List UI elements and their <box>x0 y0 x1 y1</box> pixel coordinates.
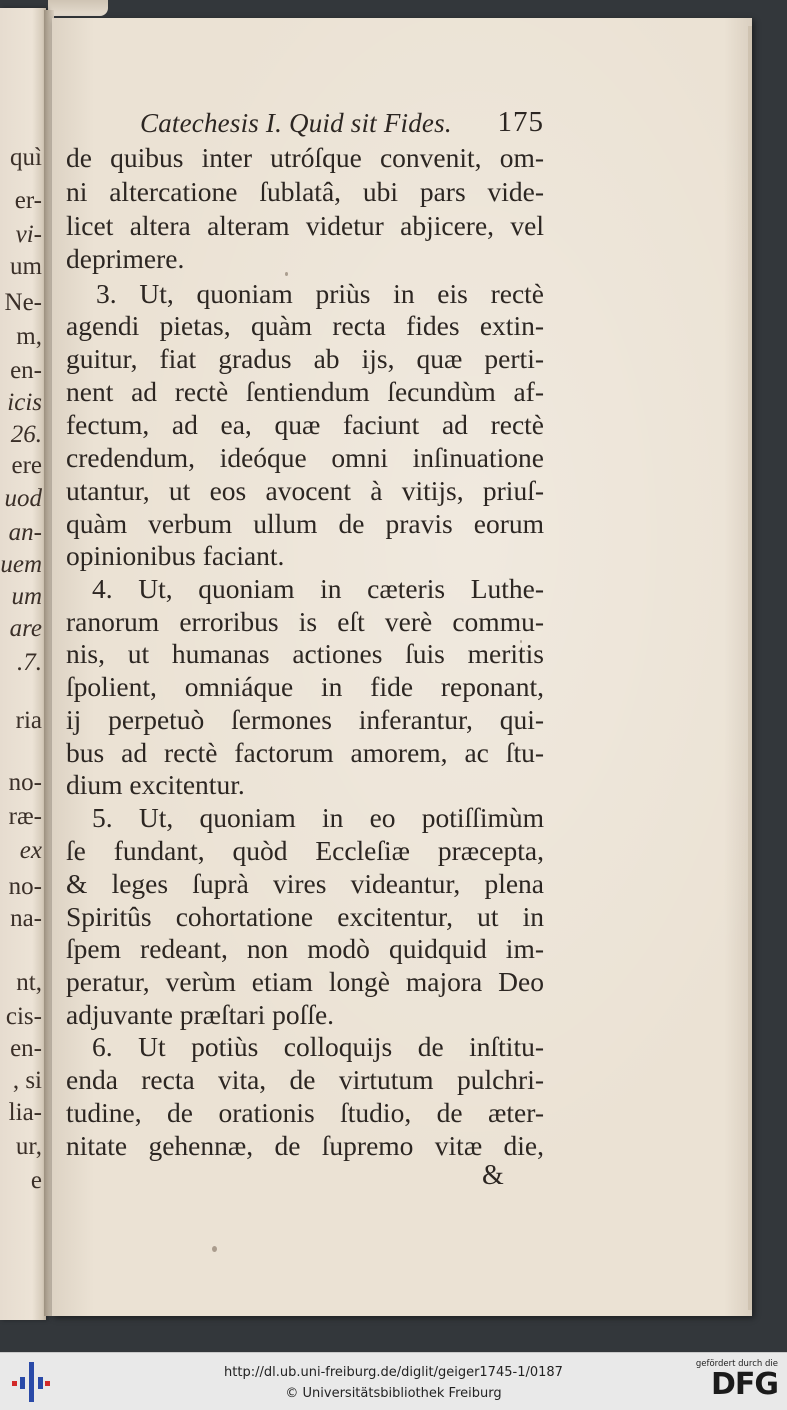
text-line: utantur, ut eos avocent à vitijs, priuſ- <box>66 475 544 506</box>
text-line: ranorum erroribus is eſt verè commu- <box>66 606 544 637</box>
footer-bar <box>0 1352 787 1410</box>
text-line: ij perpetuò ſermones inferantur, qui- <box>66 704 544 735</box>
permalink[interactable]: http://dl.ub.uni-freiburg.de/diglit/geiger1745-1/0187 <box>224 1365 563 1380</box>
margin-fragment: e <box>30 1167 42 1194</box>
page-top-edge <box>48 0 108 16</box>
margin-fragment: na- <box>10 905 42 932</box>
paper-speck <box>520 640 522 643</box>
paper-speck <box>212 1246 217 1252</box>
text-line: bus ad rectè factorum amorem, ac ſtu- <box>66 737 544 768</box>
margin-fragment: Ne- <box>4 289 42 316</box>
text-line: & leges ſuprà vires videantur, plena <box>66 868 544 899</box>
text-line: adjuvante præſtari poſſe. <box>66 999 335 1030</box>
margin-fragment: are <box>9 615 42 642</box>
page-right-edge <box>748 26 752 1310</box>
text-line: Spiritûs cohortatione excitentur, ut in <box>66 901 544 932</box>
text-line: licet altera alteram videtur abjicere, vel <box>66 210 544 241</box>
copyright-notice: © Universitätsbibliothek Freiburg <box>285 1386 502 1401</box>
text-line: peratur, verùm etiam longè majora Deo <box>66 966 544 997</box>
previous-page-edge <box>0 8 46 1320</box>
margin-fragment: no- <box>8 769 42 796</box>
margin-fragment: , si <box>12 1067 42 1094</box>
margin-fragment: er- <box>14 187 42 214</box>
margin-fragment: ria <box>15 707 42 734</box>
margin-fragment: icis <box>7 389 42 416</box>
text-line: quàm verbum ullum de pravis eorum <box>66 508 544 539</box>
text-line: opinionibus faciant. <box>66 540 285 571</box>
margin-fragment: lia- <box>8 1099 42 1126</box>
text-line: guitur, fiat gradus ab ijs, quæ perti- <box>66 343 544 374</box>
text-line: 5. Ut, quoniam in eo potiſſimùm <box>92 802 544 833</box>
text-line: 4. Ut, quoniam in cæteris Luthe- <box>92 573 544 604</box>
text-line: deprimere. <box>66 243 185 274</box>
margin-fragment: uem <box>0 551 42 578</box>
margin-fragment: no- <box>8 873 42 900</box>
margin-fragment: m, <box>16 323 42 350</box>
funding-note: gefördert durch die <box>695 1359 778 1369</box>
text-line: dium excitentur. <box>66 769 245 800</box>
margin-fragment: nt, <box>16 969 42 996</box>
text-line: de quibus inter utróſque convenit, om- <box>66 142 544 173</box>
text-line: ſpolient, omniáque in fide reponant, <box>66 671 544 702</box>
text-line: 3. Ut, quoniam priùs in eis rectè <box>96 278 544 309</box>
margin-fragment: cis- <box>5 1003 42 1030</box>
margin-fragment: ræ- <box>8 803 42 830</box>
margin-fragment: uod <box>4 485 42 512</box>
margin-fragment: ere <box>11 452 42 479</box>
margin-fragment: um <box>10 253 42 280</box>
margin-fragment: quì <box>10 144 42 171</box>
page-number: 175 <box>497 106 544 138</box>
text-line: nis, ut humanas actiones ſuis meritis <box>66 638 544 669</box>
margin-fragment: .7. <box>17 649 42 676</box>
catchword: & <box>482 1160 504 1191</box>
margin-fragment: vi- <box>15 221 42 248</box>
text-line: agendi pietas, quàm recta fides extin- <box>66 310 544 341</box>
margin-fragment: 26. <box>10 421 42 448</box>
text-line: ſe fundant, quòd Eccleſiæ præcepta, <box>66 835 544 866</box>
text-line: ni altercatione ſublatâ, ubi pars vide- <box>66 176 544 207</box>
text-line: nitate gehennæ, de ſupremo vitæ die, <box>66 1130 544 1161</box>
text-line: nent ad rectè ſentiendum ſecundùm af- <box>66 376 544 407</box>
running-title: Catechesis I. Quid sit Fides. <box>140 108 452 138</box>
margin-fragment: ex <box>19 837 42 864</box>
margin-fragment: ur, <box>15 1133 42 1160</box>
text-line: fectum, ad ea, quæ faciunt ad rectè <box>66 409 544 440</box>
text-line: credendum, ideóque omni inſinuatione <box>66 442 544 473</box>
text-line: ſpem redeant, non modò quidquid im- <box>66 933 544 964</box>
text-line: 6. Ut potiùs colloquijs de inſtitu- <box>92 1031 544 1062</box>
margin-fragment: um <box>11 583 42 610</box>
running-head <box>140 108 544 142</box>
paper-speck <box>285 272 288 276</box>
margin-fragment: an- <box>8 519 42 546</box>
text-line: tudine, de orationis ſtudio, de æter- <box>66 1097 544 1128</box>
margin-fragment: en- <box>10 357 42 384</box>
dfg-logo[interactable]: DFG <box>710 1367 778 1402</box>
margin-fragment: en- <box>10 1035 42 1062</box>
text-line: enda recta vita, de virtutum pulchri- <box>66 1064 544 1095</box>
